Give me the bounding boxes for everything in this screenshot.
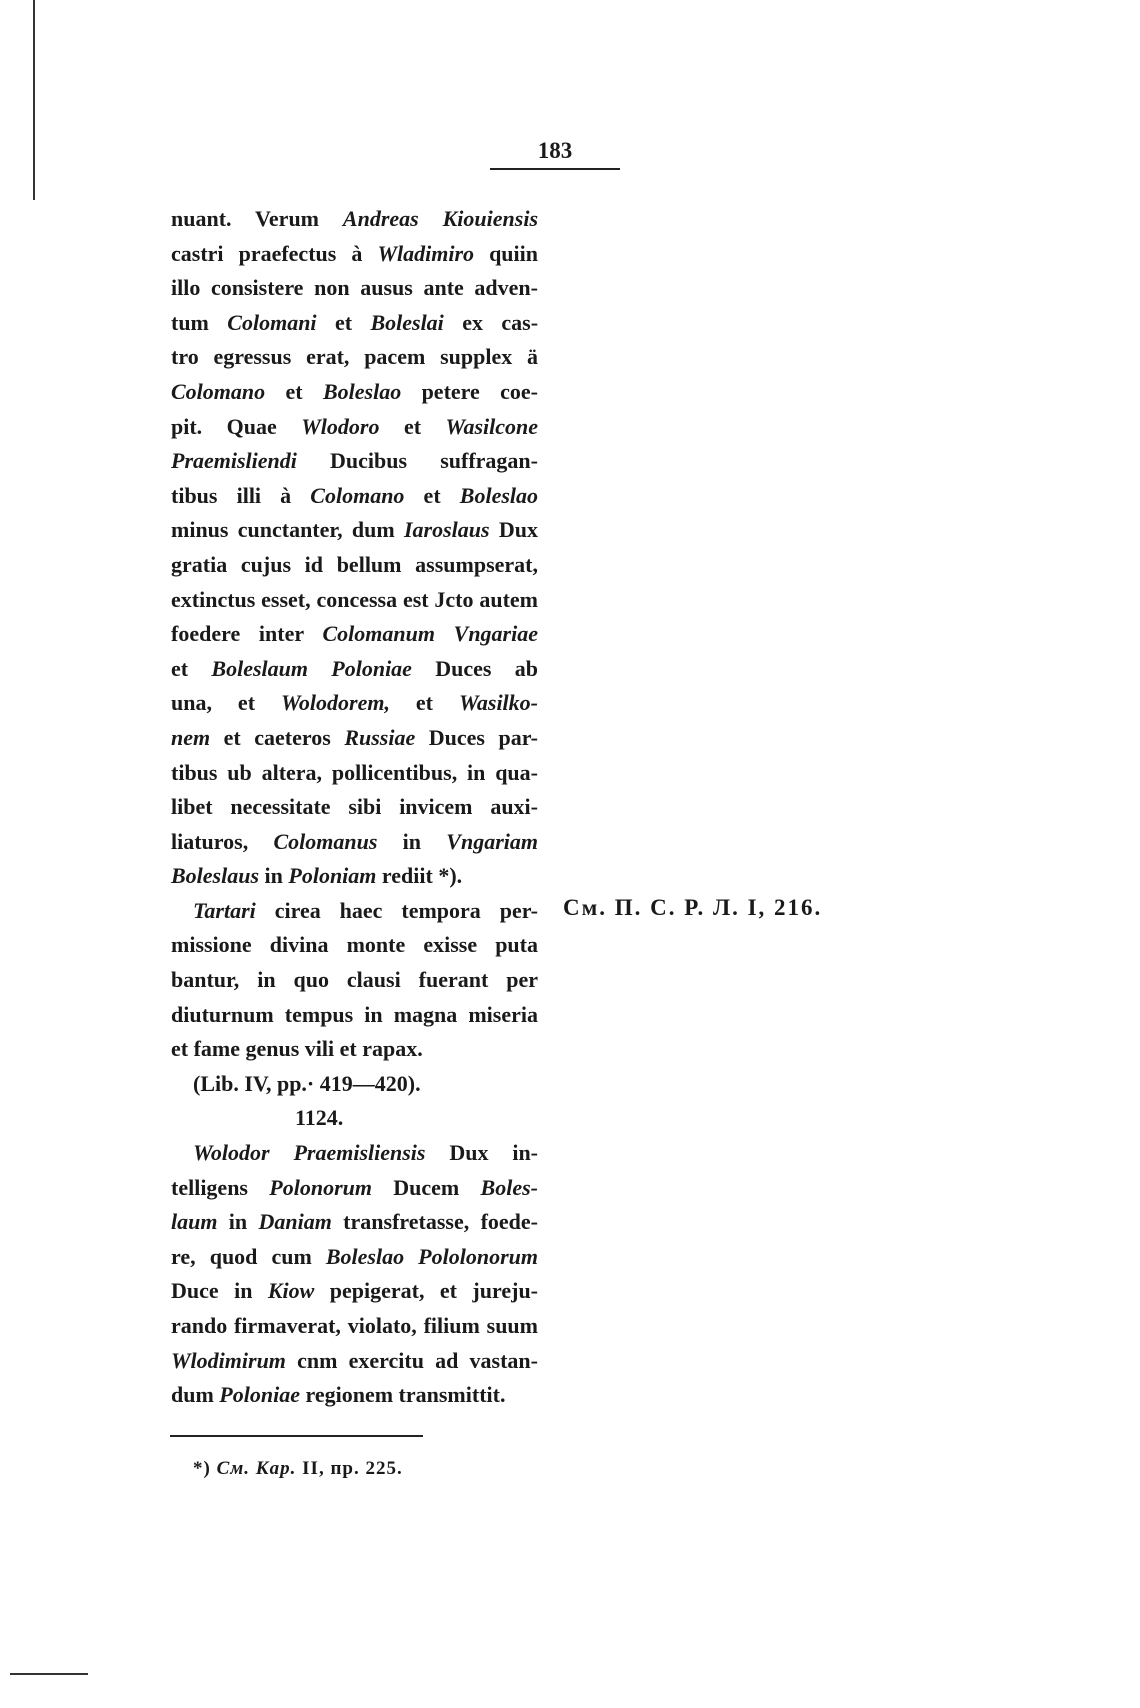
text-segment: diuturnum tempus in magna miseria — [171, 1001, 538, 1027]
text-segment: liaturos, — [171, 828, 274, 854]
text-segment: Colomanum Vngariae — [322, 621, 538, 647]
text-segment: Wasilko- — [458, 690, 538, 716]
text-segment: et caeteros — [210, 724, 345, 750]
text-segment: dum — [171, 1382, 220, 1408]
text-segment: Boles- — [480, 1174, 538, 1200]
text-line — [171, 825, 538, 860]
text-segment: gratia cujus id bellum assumpserat, — [171, 551, 538, 577]
scan-edge-mark — [10, 1673, 88, 1675]
text-segment: Kiow — [267, 1278, 315, 1304]
scan-edge-mark — [33, 0, 35, 200]
text-segment: foedere inter — [171, 621, 323, 647]
text-segment: Boleslao — [459, 482, 539, 508]
text-segment: tibus illi à — [171, 482, 311, 508]
text-segment: libet necessitate sibi invicem auxi- — [171, 794, 538, 820]
text-line — [171, 756, 538, 791]
text-segment: Wlodimirum — [171, 1347, 286, 1373]
text-line — [171, 1067, 538, 1102]
text-line — [171, 340, 538, 375]
text-line — [171, 375, 538, 410]
text-segment: bantur, in quo clausi fuerant per — [171, 967, 538, 993]
text-line — [171, 271, 538, 306]
text-segment: Ducem — [371, 1174, 481, 1200]
text-segment: Wolodor Praemisliensis — [193, 1140, 426, 1166]
text-segment: minus cunctanter, dum — [171, 517, 404, 543]
text-segment: petere coe- — [401, 378, 539, 404]
text-segment: Dux in- — [425, 1140, 538, 1166]
footnote-segment: II, пр. 225. — [296, 1458, 403, 1479]
text-line — [171, 1344, 538, 1379]
text-line — [171, 998, 538, 1033]
text-line — [171, 202, 538, 237]
text-segment: Duces par- — [415, 724, 538, 750]
text-segment: Polonorum — [269, 1174, 372, 1200]
text-line — [171, 963, 538, 998]
text-segment: et — [265, 378, 323, 404]
text-segment: Colomani — [227, 309, 317, 335]
text-line — [171, 652, 538, 687]
text-segment: rediit *). — [376, 863, 463, 889]
body-text — [171, 202, 538, 1413]
text-line — [171, 306, 538, 341]
text-segment: transfretasse, foede- — [331, 1209, 538, 1235]
text-line — [171, 583, 538, 618]
text-segment: et — [171, 655, 212, 681]
text-line — [171, 1378, 538, 1413]
text-segment: Praemisliendi — [171, 448, 297, 474]
text-segment: in — [217, 1209, 259, 1235]
text-line — [171, 1309, 538, 1344]
footnote — [193, 1458, 403, 1480]
text-segment: tro egressus erat, pacem supplex ä — [171, 344, 538, 370]
text-segment: Colomanus — [273, 828, 378, 854]
text-segment: telligens — [171, 1174, 270, 1200]
text-segment: pepigerat, et jureju- — [314, 1278, 539, 1304]
text-line — [171, 1240, 538, 1275]
text-segment: ex cas- — [443, 309, 539, 335]
text-line — [171, 686, 538, 721]
text-segment: in — [377, 828, 447, 854]
text-line — [171, 1171, 538, 1206]
text-segment: re, quod cum — [171, 1243, 326, 1269]
text-segment: Duces ab — [411, 655, 539, 681]
text-line — [171, 513, 538, 548]
text-segment: et — [389, 690, 459, 716]
text-segment: cnm exercitu ad vastan- — [285, 1347, 538, 1373]
text-segment: et — [316, 309, 371, 335]
text-segment: Boleslao Pololonorum — [325, 1243, 538, 1269]
text-line — [171, 1136, 538, 1171]
text-segment: extinctus esset, concessa est Jcto autem — [171, 586, 538, 612]
text-line — [171, 859, 538, 894]
text-line — [171, 237, 538, 272]
text-line — [171, 1101, 538, 1136]
footnote-segment: *) — [193, 1458, 217, 1479]
text-segment: nuant. Verum — [171, 206, 343, 231]
text-segment: et — [379, 413, 446, 439]
text-line — [171, 444, 538, 479]
margin-note: См. П. С. Р. Л. I, 216. — [563, 895, 823, 920]
text-segment: Colomano — [171, 378, 266, 404]
text-segment: Boleslai — [370, 309, 444, 335]
text-segment: Boleslao — [322, 378, 402, 404]
text-line — [171, 548, 538, 583]
text-segment: Wolodorem, — [280, 690, 390, 716]
text-line — [171, 790, 538, 825]
text-segment: rando firmaverat, violato, filium suum — [171, 1313, 538, 1338]
text-segment: 1124. — [295, 1105, 344, 1131]
text-segment: castri praefectus à — [171, 240, 378, 266]
text-segment: laum — [171, 1209, 218, 1235]
text-segment: Duce in — [171, 1278, 268, 1304]
text-line — [171, 479, 538, 514]
text-segment: Daniam — [258, 1209, 332, 1235]
text-segment: et fame genus vili et rapax. — [171, 1036, 423, 1062]
text-segment: Tartari — [193, 897, 256, 923]
text-segment: Vngariam — [446, 828, 538, 854]
text-segment: (Lib. IV, pp.· 419—420). — [193, 1070, 421, 1096]
text-segment: Poloniae — [219, 1382, 300, 1408]
text-segment: Ducibus suffragan- — [296, 448, 538, 474]
page-number: 183 — [490, 137, 620, 170]
text-segment: et — [404, 482, 460, 508]
text-segment: illo consistere non ausus ante adven- — [171, 275, 538, 301]
text-segment: Dux — [489, 517, 538, 543]
text-segment: tibus ub altera, pollicentibus, in qua- — [171, 759, 538, 785]
text-segment: cirea haec tempora per- — [255, 897, 538, 923]
text-segment: tum — [171, 309, 228, 335]
text-segment: Wladimiro — [377, 240, 475, 266]
text-segment: nem — [171, 724, 211, 750]
text-segment: Poloniam — [288, 863, 377, 889]
text-line — [171, 1274, 538, 1309]
text-line — [171, 928, 538, 963]
text-segment: una, et — [171, 690, 281, 716]
text-line — [171, 1032, 538, 1067]
text-segment: Iaroslaus — [404, 517, 490, 543]
footnote-segment: См. Кар. — [216, 1458, 297, 1479]
text-segment: Andreas Kiouiensis — [342, 206, 538, 231]
text-segment: Russiae — [344, 724, 416, 750]
text-line — [171, 617, 538, 652]
text-segment: Wlodoro — [301, 413, 380, 439]
text-segment: quiin — [474, 240, 538, 266]
text-line — [171, 894, 538, 929]
text-segment: pit. Quae — [171, 413, 302, 439]
text-segment: missione divina monte exisse puta — [171, 932, 538, 958]
text-line — [171, 1205, 538, 1240]
text-line — [171, 721, 538, 756]
text-segment: Colomano — [310, 482, 405, 508]
text-segment: Wasilcone — [445, 413, 538, 439]
text-segment: in — [259, 863, 289, 889]
text-segment: Boleslaum Poloniae — [211, 655, 412, 681]
text-segment: Boleslaus — [171, 863, 260, 889]
text-segment: regionem transmittit. — [299, 1382, 506, 1408]
text-line — [171, 410, 538, 445]
footnote-rule — [170, 1435, 423, 1437]
